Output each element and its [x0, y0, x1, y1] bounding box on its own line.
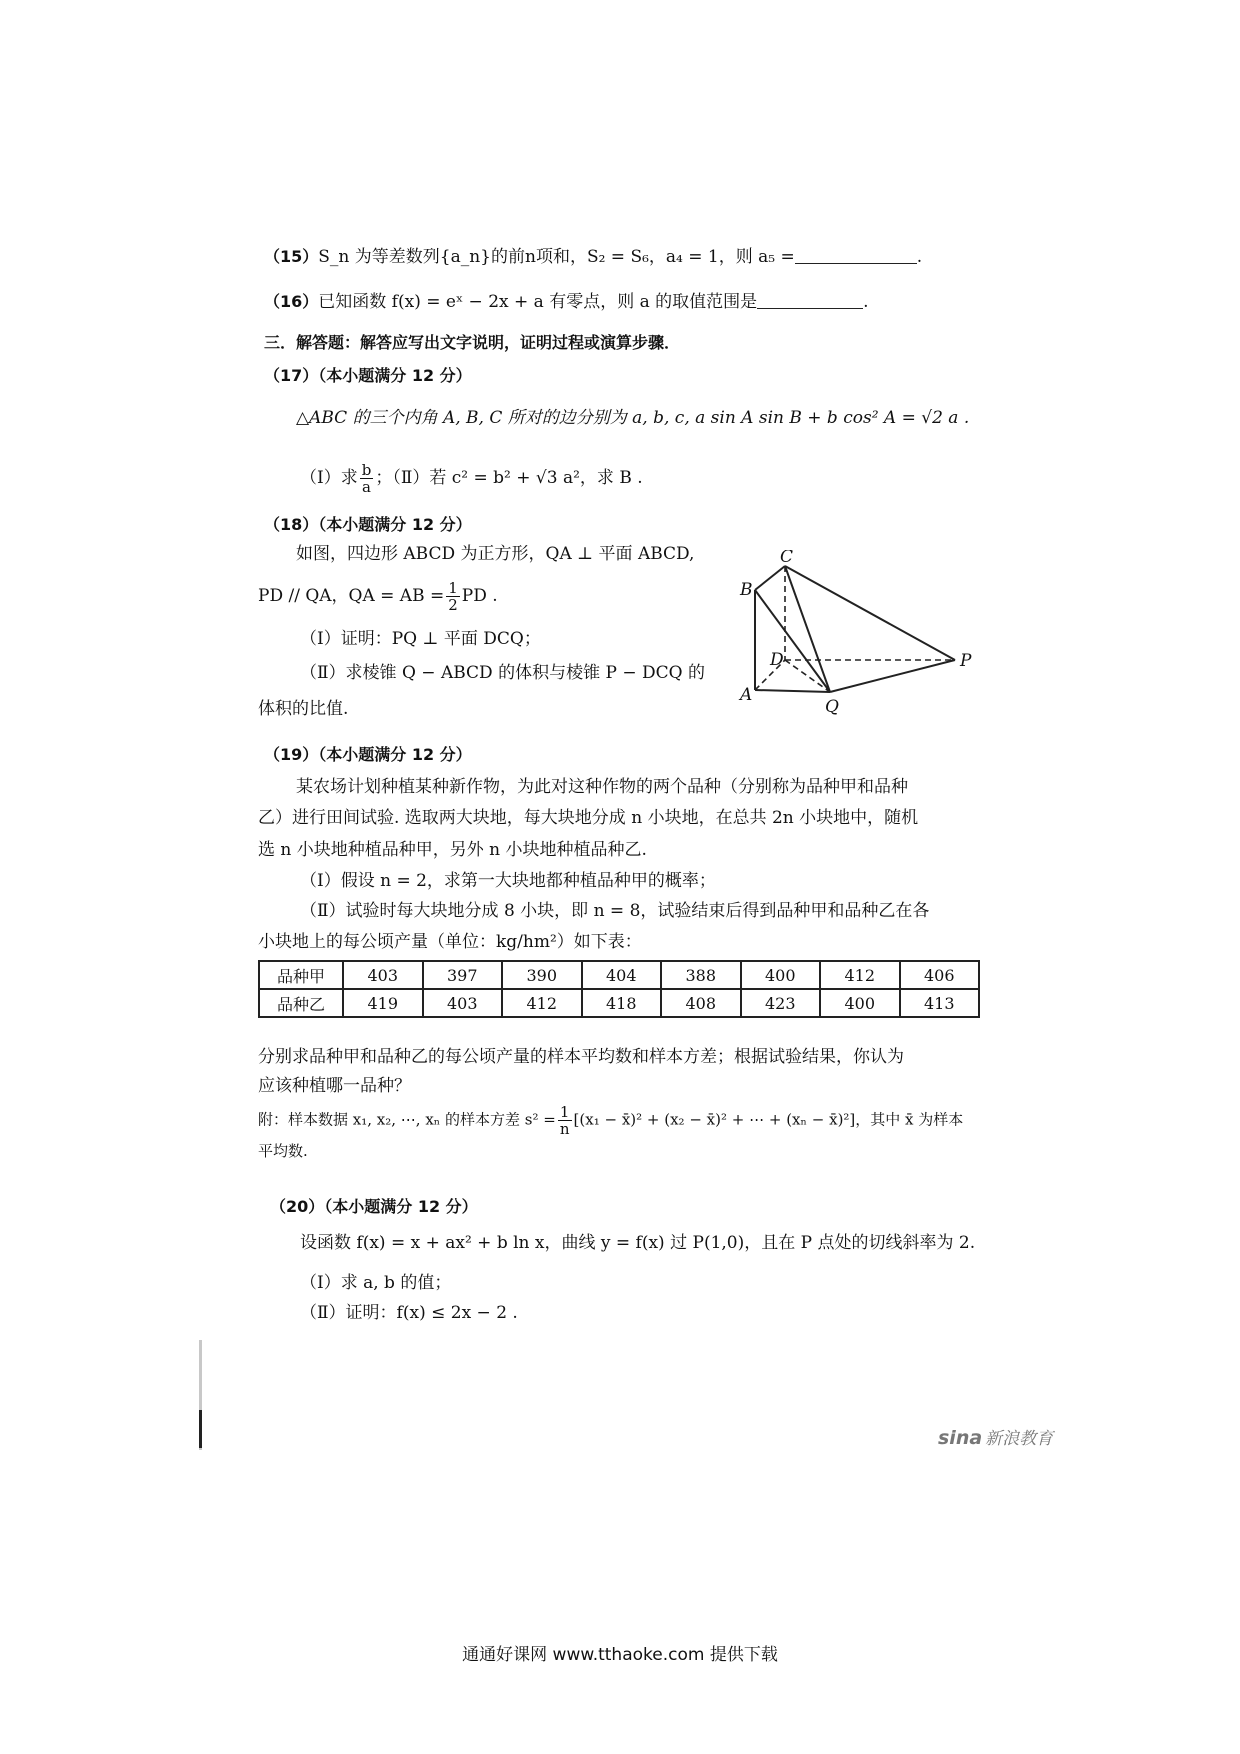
fraction-denominator: n	[559, 1120, 570, 1138]
label-A: A	[740, 685, 753, 705]
table-cell: 406	[900, 961, 980, 989]
question-19-line2: 乙）进行田间试验. 选取两大块地，每大块地分成 n 小块地，在总共 2n 小块地中，随机	[258, 808, 919, 828]
variance-note-cont: 平均数.	[258, 1142, 308, 1160]
table-row-variety-a	[259, 961, 979, 989]
label-P: P	[960, 651, 972, 671]
table-cell: 390	[502, 961, 582, 989]
fraction-one-half	[446, 580, 460, 613]
label-C: C	[780, 550, 794, 567]
question-20-header: （20）（本小题满分 12 分）	[270, 1197, 478, 1216]
question-19-part2-cont: 小块地上的每公顷产量（单位：kg/hm²）如下表：	[258, 932, 642, 952]
question-18-header: （18）（本小题满分 12 分）	[264, 515, 472, 534]
question-16-text: 已知函数 f(x) = eˣ − 2x + a 有零点，则 a 的取值范围是	[318, 292, 758, 312]
question-20-stem: 设函数 f(x) = x + ax² + b ln x，曲线 y = f(x) 过 P(1,0)，且在 P 点处的切线斜率为 2.	[300, 1233, 976, 1253]
fraction-b-over-a	[360, 462, 374, 495]
question-18-part2: （Ⅱ）求棱锥 Q − ABCD 的体积与棱锥 P − DCQ 的	[300, 663, 705, 683]
question-19-line1: 某农场计划种植某种新作物，为此对这种作物的两个品种（分别称为品种甲和品种	[296, 777, 908, 797]
answer-blank-16[interactable]	[757, 292, 863, 309]
table-cell: 397	[423, 961, 503, 989]
label-Q: Q	[825, 697, 839, 717]
table-cell: 388	[661, 961, 741, 989]
table-cell: 418	[582, 989, 662, 1017]
question-19-part1: （Ⅰ）假设 n = 2，求第一大块地都种植品种甲的概率；	[300, 871, 716, 891]
table-cell: 408	[661, 989, 741, 1017]
variance-note-pre: 附：样本数据 x₁, x₂, ⋯, xₙ 的样本方差 s² =	[258, 1110, 556, 1129]
fraction-one-over-n	[558, 1104, 572, 1137]
sina-brand: sina	[938, 1427, 983, 1449]
question-16-end: .	[863, 292, 869, 312]
fraction-denominator: a	[362, 478, 371, 496]
question-17-stem: △ABC 的三个内角 A, B, C 所对的边分别为 a, b, c, a sin A sin B + b cos² A = √2 a .	[296, 408, 970, 428]
table-row-variety-b	[259, 989, 979, 1017]
table-cell: 412	[502, 989, 582, 1017]
question-17-part1-label: （Ⅰ）求	[300, 468, 358, 488]
question-19-header: （19）（本小题满分 12 分）	[264, 745, 472, 764]
edge-CB	[755, 566, 785, 590]
label-B: B	[740, 580, 753, 600]
pyramid-figure	[730, 550, 990, 720]
question-20-part2: （Ⅱ）证明：f(x) ≤ 2x − 2 .	[300, 1303, 518, 1323]
label-D: D	[770, 650, 784, 670]
question-19-line3: 选 n 小块地种植品种甲，另外 n 小块地种植品种乙.	[258, 840, 647, 860]
fraction-numerator: 1	[448, 579, 458, 597]
scan-edge-line	[199, 1410, 202, 1448]
question-19-ask1: 分别求品种甲和品种乙的每公顷产量的样本平均数和样本方差；根据试验结果，你认为	[258, 1047, 904, 1067]
section-3-heading: 三．解答题：解答应写出文字说明，证明过程或演算步骤．	[264, 333, 681, 352]
table-cell: 404	[582, 961, 662, 989]
fraction-numerator: b	[361, 461, 372, 479]
question-16	[264, 291, 869, 313]
question-18-line2-pre: PD // QA，QA = AB =	[258, 586, 445, 606]
download-footer: 通通好课网 www.tthaoke.com 提供下载	[462, 1645, 778, 1665]
question-15-end: .	[916, 247, 923, 267]
table-cell: 403	[423, 989, 503, 1017]
question-19-ask2: 应该种植哪一品种？	[258, 1076, 411, 1096]
question-18-part1: （Ⅰ）证明：PQ ⊥ 平面 DCQ；	[300, 629, 541, 649]
table-cell: 400	[820, 989, 900, 1017]
row-label-variety-a: 品种甲	[259, 961, 343, 989]
question-15	[264, 246, 922, 268]
question-15-number: （15）	[264, 247, 319, 266]
table-cell: 412	[820, 961, 900, 989]
edge-CP	[785, 566, 955, 660]
question-18-line2-post: PD .	[461, 586, 498, 606]
edge-QP	[830, 660, 955, 692]
table-cell: 403	[343, 961, 423, 989]
fraction-denominator: 2	[448, 596, 458, 614]
table-cell: 419	[343, 989, 423, 1017]
question-17-part2: ；（Ⅱ）若 c² = b² + √3 a²，求 B .	[375, 468, 643, 488]
table-cell: 423	[741, 989, 821, 1017]
edge-BQ	[755, 590, 830, 692]
edge-CQ	[785, 566, 830, 692]
edge-AQ	[755, 690, 830, 692]
question-17-header: （17）（本小题满分 12 分）	[264, 366, 472, 385]
question-16-number: （16）	[264, 292, 319, 311]
question-19-part2: （Ⅱ）试验时每大块地分成 8 小块，即 n = 8，试验结束后得到品种甲和品种乙在各	[300, 901, 930, 921]
sina-logo-text: 新浪教育	[985, 1429, 1054, 1449]
variance-note-post: [(x₁ − x̄)² + (x₂ − x̄)² + ⋯ + (xₙ − x̄)²]，其中 x̄ 为样本	[573, 1110, 964, 1129]
sina-logo	[938, 1424, 1053, 1449]
question-15-text: S_n 为等差数列{a_n}的前n项和，S₂ = S₆，a₄ = 1，则 a₅ =	[318, 247, 795, 267]
question-20-part1: （Ⅰ）求 a, b 的值；	[300, 1273, 452, 1293]
row-label-variety-b: 品种乙	[259, 989, 343, 1017]
variance-note	[258, 1104, 963, 1137]
question-18-part2-cont: 体积的比值.	[258, 699, 349, 719]
table-cell: 413	[900, 989, 980, 1017]
question-18-line1: 如图，四边形 ABCD 为正方形，QA ⊥ 平面 ABCD,	[296, 544, 695, 564]
question-17-parts	[300, 462, 643, 495]
table-cell: 400	[741, 961, 821, 989]
answer-blank-15[interactable]	[795, 247, 917, 264]
yield-table	[258, 960, 980, 1018]
fraction-numerator: 1	[558, 1104, 572, 1121]
question-18-line2	[258, 580, 498, 613]
